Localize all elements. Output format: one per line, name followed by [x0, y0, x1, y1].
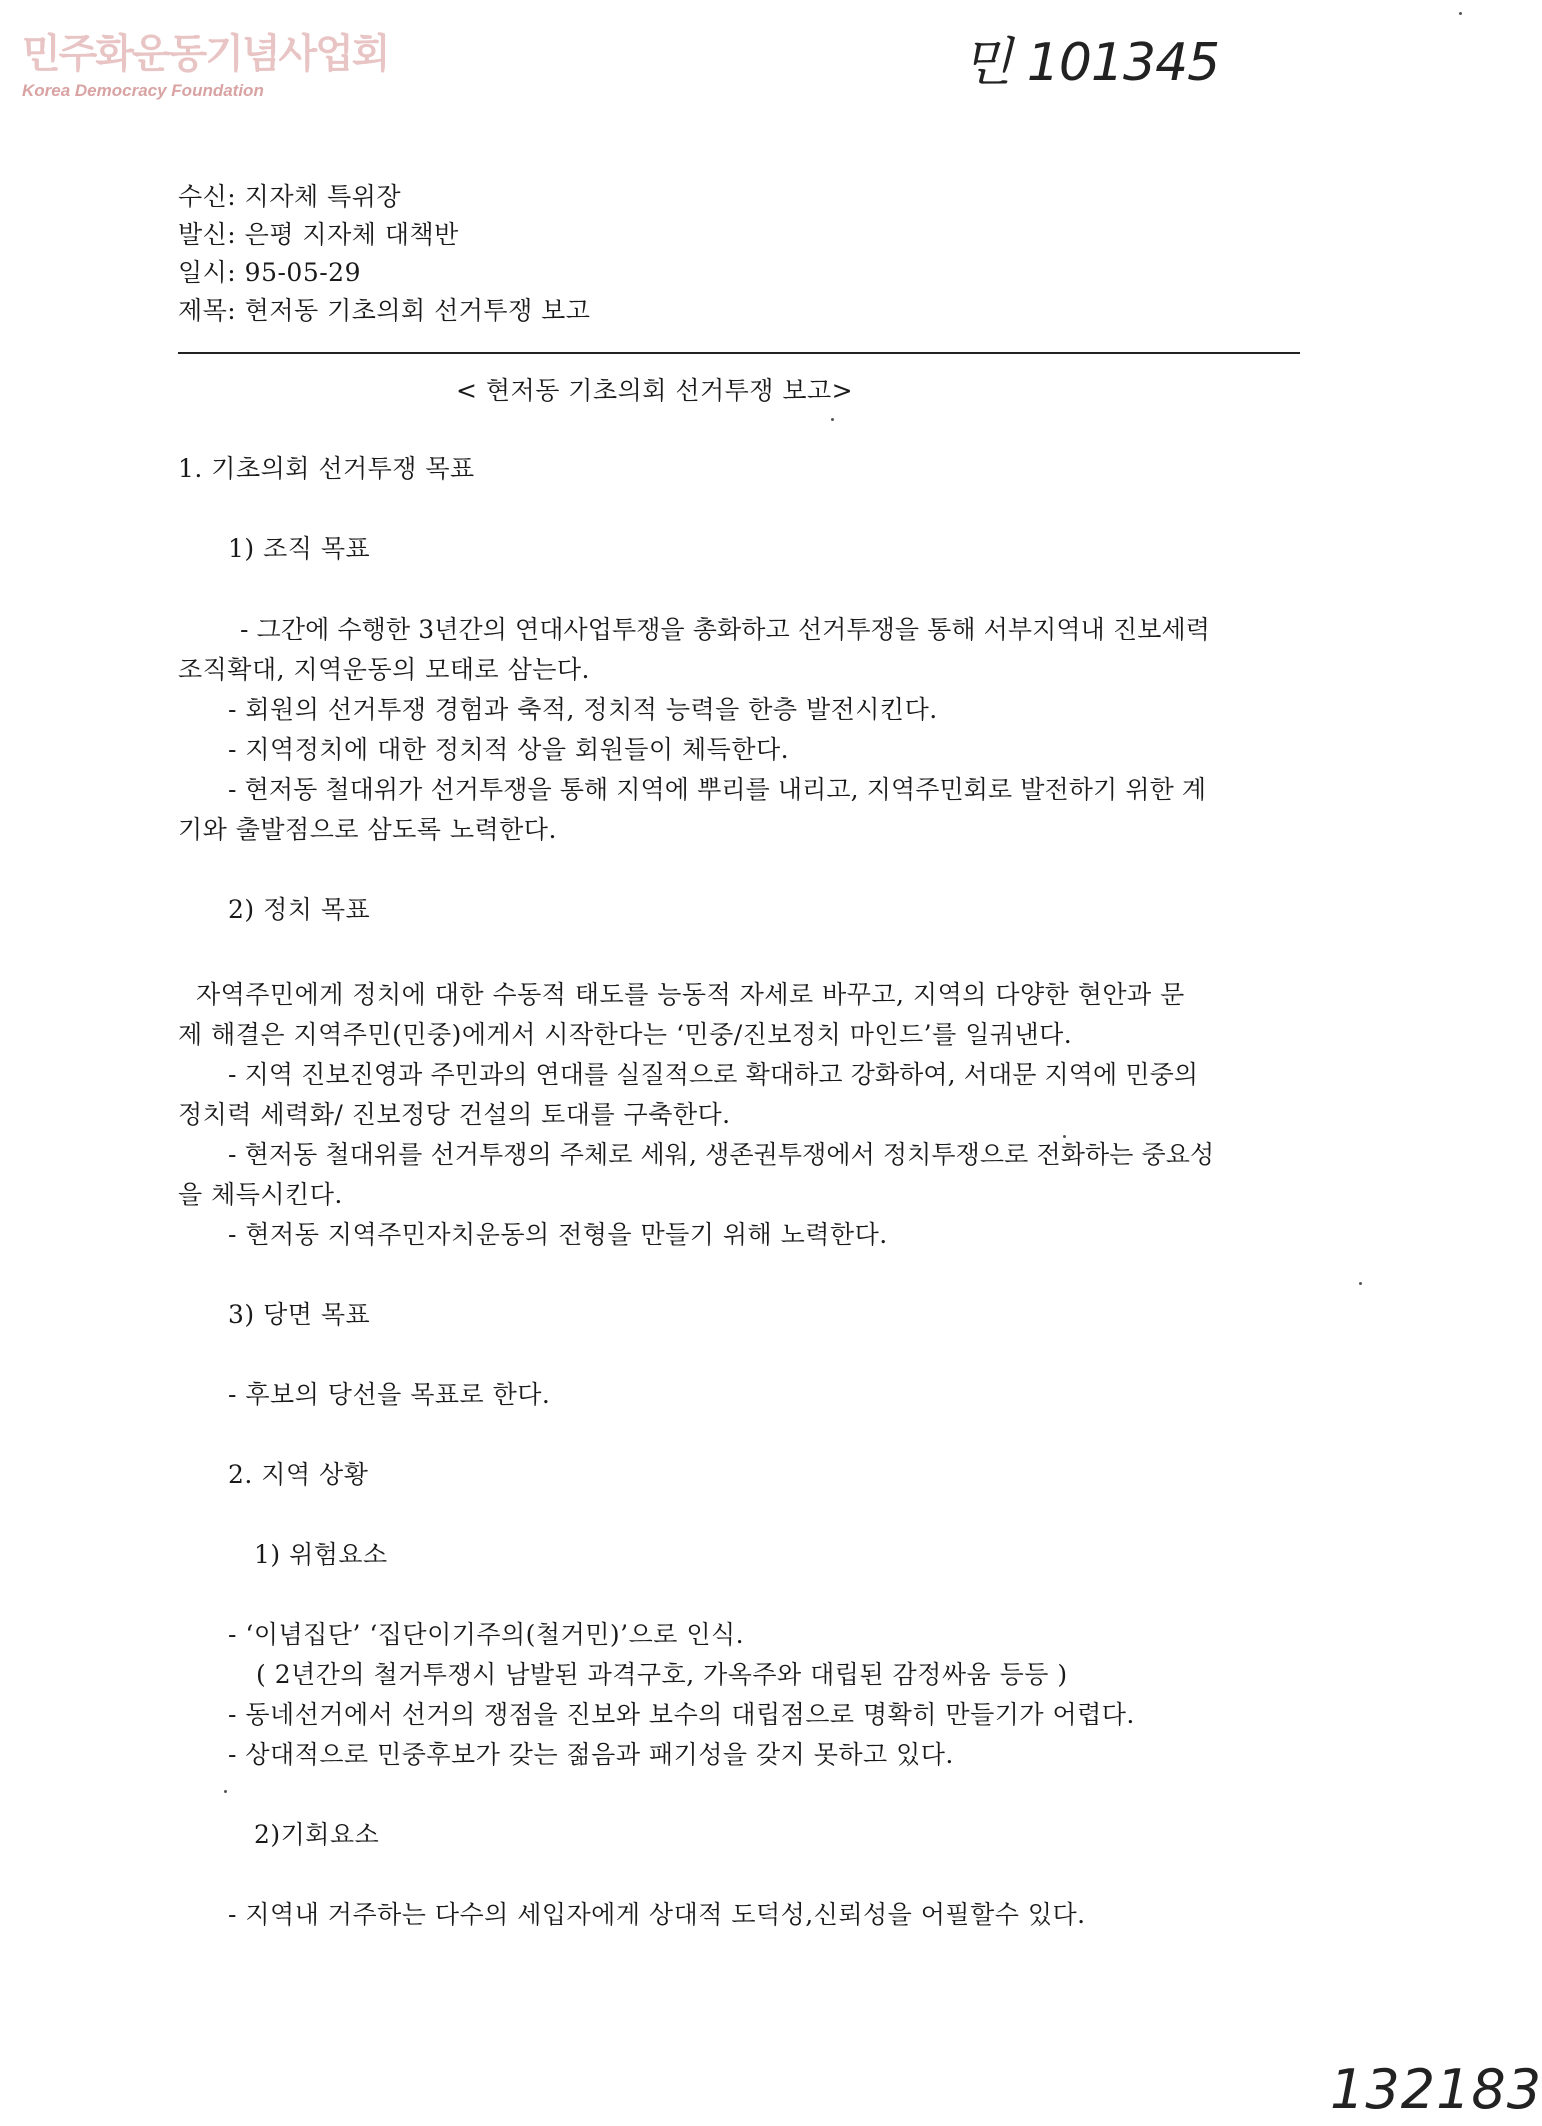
immediate-goal-heading: 3) 당면 목표	[228, 1300, 371, 1329]
handwritten-archive-number: 132183	[1330, 2058, 1542, 2121]
section-2-heading: 2. 지역 상황	[228, 1460, 369, 1489]
header-to: 수신: 지자체 특위장	[178, 182, 402, 211]
org-goal-heading: 1) 조직 목표	[228, 534, 371, 563]
org-goal-line: - 현저동 철대위가 선거투쟁을 통해 지역에 뿌리를 내리고, 지역주민회로 발전하기 위한 계	[228, 775, 1207, 804]
foundation-watermark-logo	[22, 22, 388, 101]
header-from: 발신: 은평 지자체 대책반	[178, 220, 459, 249]
risk-factor-line: ( 2년간의 철거투쟁시 남발된 과격구호, 가옥주와 대립된 감정싸움 등등 )	[256, 1660, 1068, 1689]
political-goal-line: 정치력 세력화/ 진보정당 건설의 토대를 구축한다.	[178, 1100, 731, 1129]
risk-factor-line: - 상대적으로 민중후보가 갖는 젊음과 패기성을 갖지 못하고 있다.	[228, 1740, 954, 1769]
political-goal-line: 을 체득시킨다.	[178, 1180, 343, 1209]
section-1-heading: 1. 기초의회 선거투쟁 목표	[178, 454, 475, 483]
political-goal-heading: 2) 정치 목표	[228, 895, 371, 924]
political-goal-line: - 현저동 지역주민자치운동의 전형을 만들기 위해 노력한다.	[228, 1220, 888, 1249]
header-date: 일시: 95-05-29	[178, 258, 361, 287]
org-goal-line: 기와 출발점으로 삼도록 노력한다.	[178, 815, 557, 844]
risk-factor-line: - 동네선거에서 선거의 쟁점을 진보와 보수의 대립점으로 명확히 만들기가 어렵다.	[228, 1700, 1135, 1729]
org-goal-line: - 지역정치에 대한 정치적 상을 회원들이 체득한다.	[228, 735, 790, 764]
scan-speck	[224, 1790, 227, 1793]
scan-speck	[1063, 1135, 1066, 1138]
org-goal-line: 조직확대, 지역운동의 모태로 삼는다.	[178, 655, 590, 684]
org-goal-line: - 회원의 선거투쟁 경험과 축적, 정치적 능력을 한층 발전시킨다.	[228, 695, 938, 724]
scan-speck	[1359, 1282, 1362, 1285]
risk-factors-heading: 1) 위험요소	[254, 1540, 388, 1569]
report-title: < 현저동 기초의회 선거투쟁 보고>	[456, 376, 854, 405]
scan-speck	[1459, 12, 1462, 15]
scan-speck	[831, 418, 834, 421]
opportunity-factors-heading: 2)기회요소	[254, 1820, 380, 1849]
watermark-korean: 민주화운동기념사업회	[22, 31, 389, 77]
political-goal-line: - 현저동 철대위를 선거투쟁의 주체로 세워, 생존권투쟁에서 정치투쟁으로 전화하는 중요성	[228, 1140, 1215, 1169]
watermark-english: Korea Democracy Foundation	[22, 81, 264, 100]
political-goal-line: 제 해결은 지역주민(민중)에게서 시작한다는 ‘민중/진보정치 마인드’를 일궈낸다.	[178, 1020, 1073, 1049]
handwritten-doc-number: 민 101345	[962, 33, 1220, 93]
org-goal-line: - 그간에 수행한 3년간의 연대사업투쟁을 총화하고 선거투쟁을 통해 서부지역내 진보세력	[240, 615, 1210, 644]
political-goal-line: - 지역 진보진영과 주민과의 연대를 실질적으로 확대하고 강화하여, 서대문 지역에 민중의	[228, 1060, 1199, 1089]
header-subject: 제목: 현저동 기초의회 선거투쟁 보고	[178, 296, 591, 325]
header-divider	[178, 352, 1300, 354]
immediate-goal-line: - 후보의 당선을 목표로 한다.	[228, 1380, 551, 1409]
opportunity-factor-line: - 지역내 거주하는 다수의 세입자에게 상대적 도덕성,신뢰성을 어필할수 있다.	[228, 1900, 1086, 1929]
political-goal-line: 자역주민에게 정치에 대한 수동적 태도를 능동적 자세로 바꾸고, 지역의 다양한 현안과 문	[196, 980, 1185, 1009]
risk-factor-line: - ‘이념집단’ ‘집단이기주의(철거민)’으로 인식.	[228, 1620, 745, 1649]
